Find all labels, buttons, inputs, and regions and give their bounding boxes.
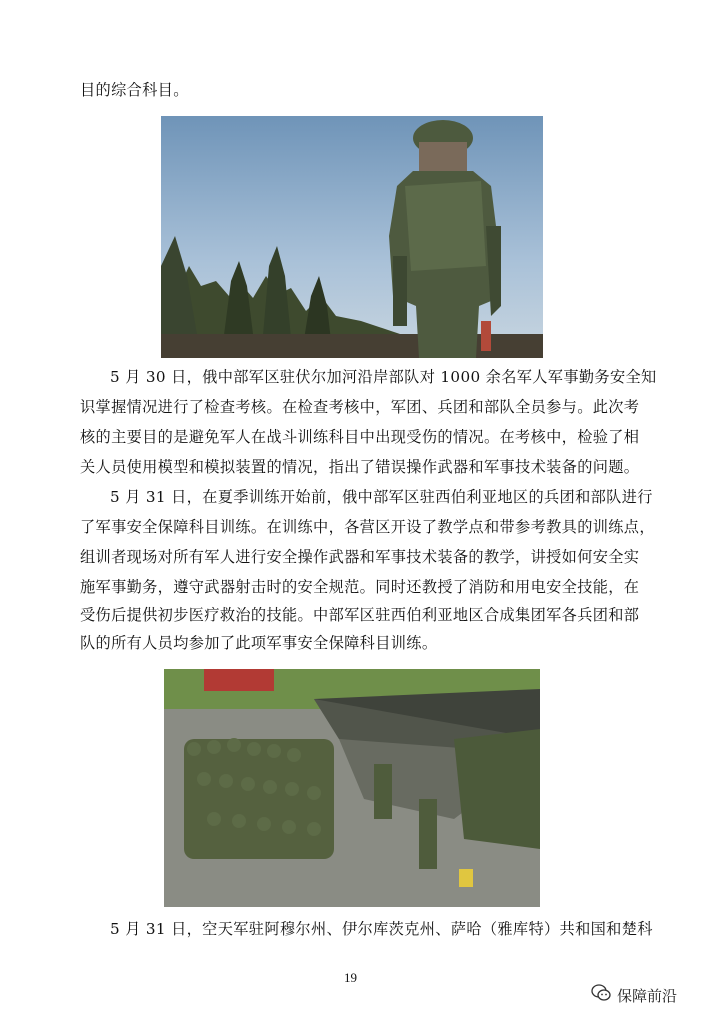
watermark-text: 保障前沿 (616, 986, 677, 1005)
paragraph-line: 核的主要目的是避免军人在战斗训练科目中出现受伤的情况。在考核中，检验了相 (80, 428, 640, 446)
photo-soldier-standing (161, 116, 543, 358)
paragraph-line: 5 月 31 日，在夏季训练开始前，俄中部军区驻西伯利亚地区的兵团和部队进行 (110, 488, 653, 506)
watermark (591, 984, 677, 1006)
paragraph-line: 5 月 30 日，俄中部军区驻伏尔加河沿岸部队对 1000 余名军人军事勤务安全知 (110, 368, 657, 386)
paragraph-line: 组训者现场对所有军人进行安全操作武器和军事技术装备的教学，讲授如何安全实 (80, 548, 640, 566)
photo-soldiers-formation (164, 669, 540, 907)
paragraph-line: 目的综合科目。 (80, 81, 189, 99)
wechat-icon (591, 984, 611, 1006)
paragraph-line: 关人员使用模型和模拟装置的情况，指出了错误操作武器和军事技术装备的问题。 (80, 458, 640, 476)
paragraph-line: 识掌握情况进行了检查考核。在检查考核中，军团、兵团和部队全员参与。此次考 (80, 398, 640, 416)
paragraph-line: 队的所有人员均参加了此项军事安全保障科目训练。 (80, 634, 438, 652)
paragraph-line: 5 月 31 日，空天军驻阿穆尔州、伊尔库茨克州、萨哈（雅库特）共和国和楚科 (110, 920, 653, 938)
paragraph-line: 受伤后提供初步医疗救治的技能。中部军区驻西伯利亚地区合成集团军各兵团和部 (80, 606, 640, 624)
paragraph-line: 了军事安全保障科目训练。在训练中，各营区开设了教学点和带参考教具的训练点， (80, 518, 655, 536)
page-number: 19 (344, 970, 357, 985)
paragraph-line: 施军事勤务，遵守武器射击时的安全规范。同时还教授了消防和用电安全技能，在 (80, 578, 640, 596)
